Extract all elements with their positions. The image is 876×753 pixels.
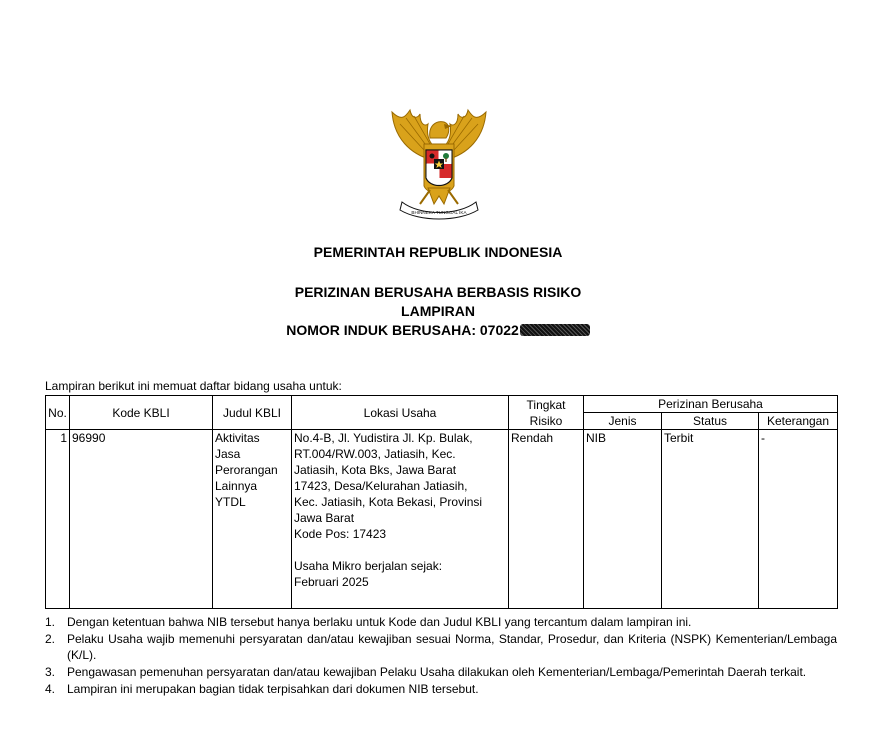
lokasi-line: Kec. Jatiasih, Kota Bekasi, Provinsi <box>294 495 483 509</box>
judul-line: YTDL <box>215 495 246 509</box>
motto-text: BHINNEKA TUNGGAL IKA <box>411 210 467 215</box>
cell-lokasi-usaha <box>292 430 509 609</box>
lokasi-line: 17423, Desa/Kelurahan Jatiasih, <box>294 479 468 493</box>
nib-label: NOMOR INDUK BERUSAHA: 07022 <box>286 322 519 338</box>
cell-kode-kbli: 96990 <box>70 430 213 609</box>
cell-judul-kbli <box>213 430 292 609</box>
header-judul-kbli: Judul KBLI <box>213 396 292 430</box>
judul-line: Aktivitas <box>215 431 260 445</box>
shield <box>426 150 452 186</box>
nib-number <box>0 322 876 338</box>
government-heading: PEMERINTAH REPUBLIK INDONESIA <box>313 244 563 260</box>
note-item <box>45 664 837 680</box>
notes-list <box>45 614 837 698</box>
header-status: Status <box>662 413 759 430</box>
judul-line: Perorangan <box>215 463 278 477</box>
header-perizinan-berusaha: Perizinan Berusaha <box>584 396 838 413</box>
note-text: Pelaku Usaha wajib memenuhi persyaratan dan/atau kewajiban sesuai Norma, Standar, Prosedur, dan Kriteria (NSPK) Kementerian/Lembaga (K/L). <box>67 632 837 662</box>
note-number: 3. <box>45 665 56 679</box>
header-no: No. <box>46 396 70 430</box>
document-subtitle: LAMPIRAN <box>401 303 475 319</box>
intro-text: Lampiran berikut ini memuat daftar bidang usaha untuk: <box>45 379 342 393</box>
cell-tingkat-risiko: Rendah <box>509 430 584 609</box>
postal-code: Kode Pos: 17423 <box>294 527 387 541</box>
header-tingkat-risiko: Tingkat Risiko <box>509 396 584 430</box>
note-item <box>45 614 837 630</box>
header-jenis: Jenis <box>584 413 662 430</box>
header-kode-kbli: Kode KBLI <box>70 396 213 430</box>
judul-line: Lainnya <box>215 479 258 493</box>
header-lokasi-usaha: Lokasi Usaha <box>292 396 509 430</box>
cell-keterangan: - <box>759 430 838 609</box>
note-item <box>45 681 837 697</box>
header-keterangan: Keterangan <box>759 413 838 430</box>
lokasi-line: Jawa Barat <box>294 511 355 525</box>
note-text: Pengawasan pemenuhan persyaratan dan/atau kewajiban Pelaku Usaha dilakukan oleh Kementerian/Lembaga/Pemerintah Daerah terkait. <box>67 665 807 679</box>
note-number: 1. <box>45 615 56 629</box>
lokasi-line: Jatiasih, Kota Bks, Jawa Barat <box>294 463 457 477</box>
garuda-pancasila-emblem <box>380 104 498 224</box>
redaction-mark <box>520 324 590 336</box>
cell-jenis: NIB <box>584 430 662 609</box>
usaha-mikro-label: Usaha Mikro berjalan sejak: <box>294 559 443 573</box>
lokasi-line: No.4-B, Jl. Yudistira Jl. Kp. Bulak, <box>294 431 473 445</box>
note-number: 2. <box>45 632 56 646</box>
judul-line: Jasa <box>215 447 241 461</box>
kbli-table <box>45 395 838 609</box>
lokasi-line: RT.004/RW.003, Jatiasih, Kec. <box>294 447 456 461</box>
garuda-head <box>430 122 449 138</box>
note-text: Dengan ketentuan bahwa NIB tersebut hanya berlaku untuk Kode dan Judul KBLI yang tercantum dalam lampiran ini. <box>67 615 692 629</box>
cell-no: 1 <box>46 430 70 609</box>
note-text: Lampiran ini merupakan bagian tidak terpisahkan dari dokumen NIB tersebut. <box>67 682 479 696</box>
note-item <box>45 631 837 663</box>
document-title: PERIZINAN BERUSAHA BERBASIS RISIKO <box>294 284 582 300</box>
usaha-mikro-date: Februari 2025 <box>294 575 369 589</box>
note-number: 4. <box>45 682 56 696</box>
table-row <box>46 430 838 609</box>
cell-status: Terbit <box>662 430 759 609</box>
